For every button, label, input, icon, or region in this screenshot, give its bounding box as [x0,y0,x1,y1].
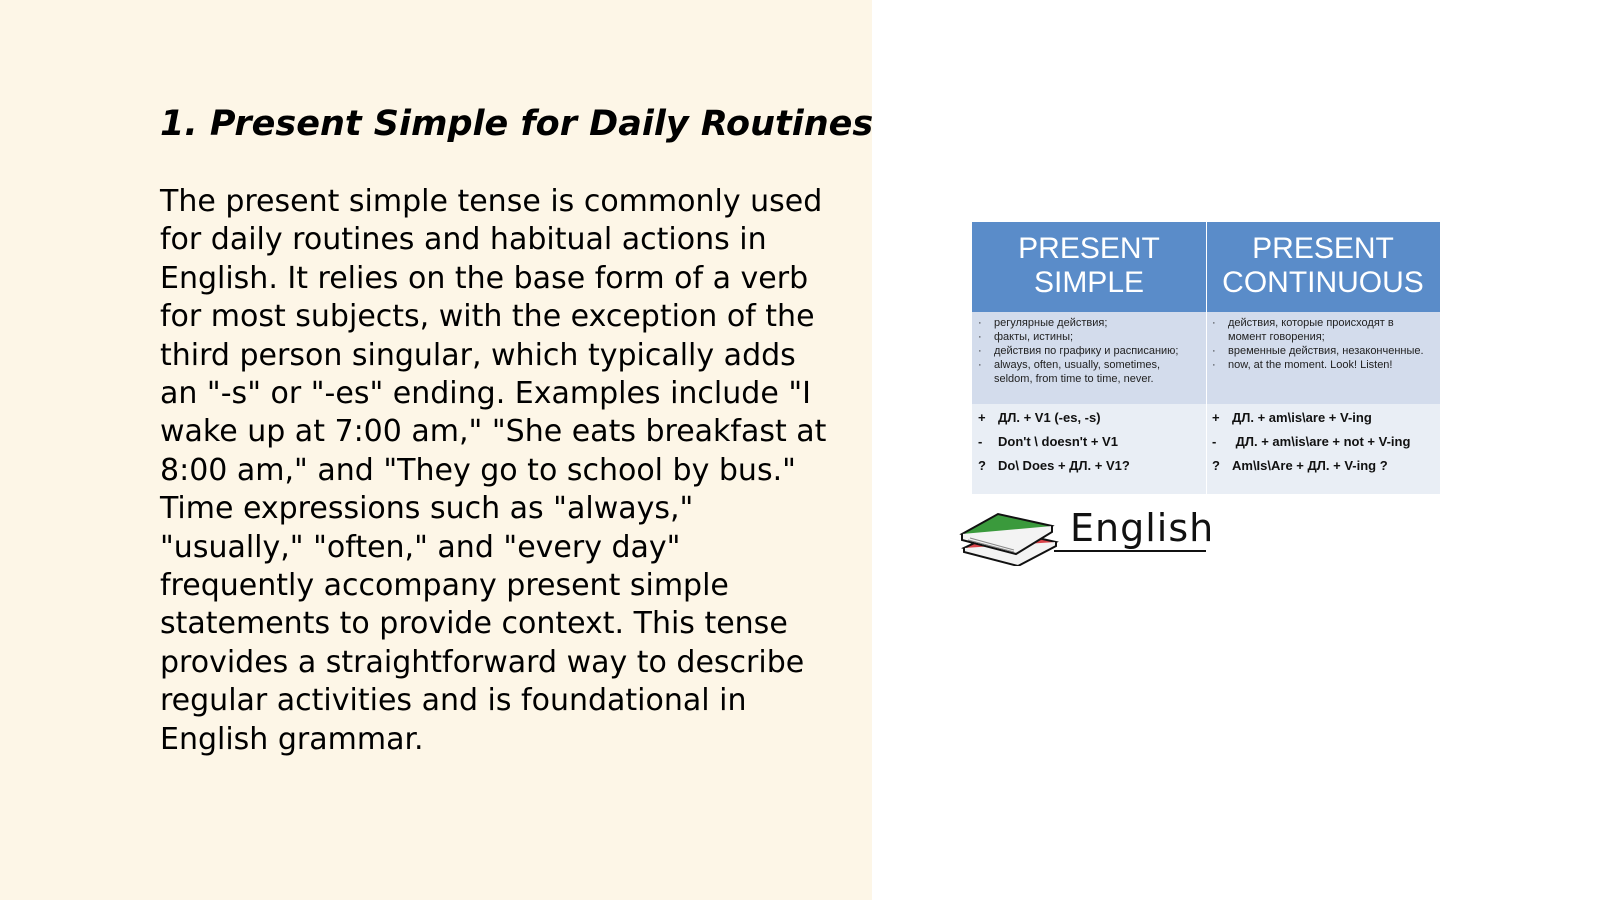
chart-heading-line: CONTINUOUS [1222,266,1424,299]
usage-item: · действия по графику и расписанию; [978,344,1200,358]
chart-heading-present-continuous [1206,232,1440,300]
slide-title: 1. Present Simple for Daily Routines [160,104,874,144]
formula-text: Am\Is\Are + ДЛ. + V-ing ? [1232,458,1388,473]
chart-heading-line: SIMPLE [1033,266,1145,299]
formula-row [1212,434,1410,449]
formula-text: Don't \ doesn't + V1 [998,434,1118,449]
chart-column-divider [1206,222,1207,494]
formula-row [978,434,1118,449]
usage-item: · временные действия, незаконченные. [1212,344,1434,358]
formula-sign: + [978,410,986,425]
chart-heading-present-simple [972,232,1206,300]
formula-text: ДЛ. + am\is\are + V-ing [1232,410,1372,425]
slide-body-text: The present simple tense is commonly used for daily routines and habitual actions in English. It relies on the base form of a verb for most subjects, with the exception of the third person singular, which typically adds an "-s" or "-es" ending. Examples include "I wake up at 7:00 am," "She eats breakfast at 8:00 am," and "They go to school by bus." Time expressions such as "always," "usually," "often," and "every day" frequently accompany present simple statements to provide context. This tense provides a straightforward way to describe regular activities and is foundational in English grammar. [160,184,827,757]
formula-text: ДЛ. + V1 (-es, -s) [998,410,1101,425]
formula-row [978,410,1101,425]
usage-item: · факты, истины; [978,330,1200,344]
english-logo-underline [1054,550,1206,552]
books-icon [958,502,1068,566]
usage-item: · now, at the moment. Look! Listen! [1212,358,1434,372]
formula-sign: ? [1212,458,1220,473]
formula-row [978,458,1130,473]
usage-list-present-simple [978,316,1200,386]
formula-sign: - [1212,434,1217,449]
formula-row [1212,410,1372,425]
formula-text: ДЛ. + am\is\are + not + V-ing [1232,434,1411,449]
formula-sign: + [1212,410,1220,425]
english-logo-word: English [1070,506,1215,550]
usage-item: · always, often, usually, sometimes, seldom, from time to time, never. [978,358,1200,386]
formula-row [1212,458,1388,473]
usage-item: · регулярные действия; [978,316,1200,330]
chart-heading-line: PRESENT [1252,232,1394,265]
english-logo [958,502,1248,566]
usage-item: · действия, которые происходят в момент говорения; [1212,316,1434,344]
formula-sign: - [978,434,983,449]
grammar-chart-image [972,222,1440,494]
usage-list-present-continuous [1212,316,1434,372]
formula-text: Do\ Does + ДЛ. + V1? [998,458,1130,473]
formula-sign: ? [978,458,986,473]
chart-heading-line: PRESENT [1018,232,1160,265]
